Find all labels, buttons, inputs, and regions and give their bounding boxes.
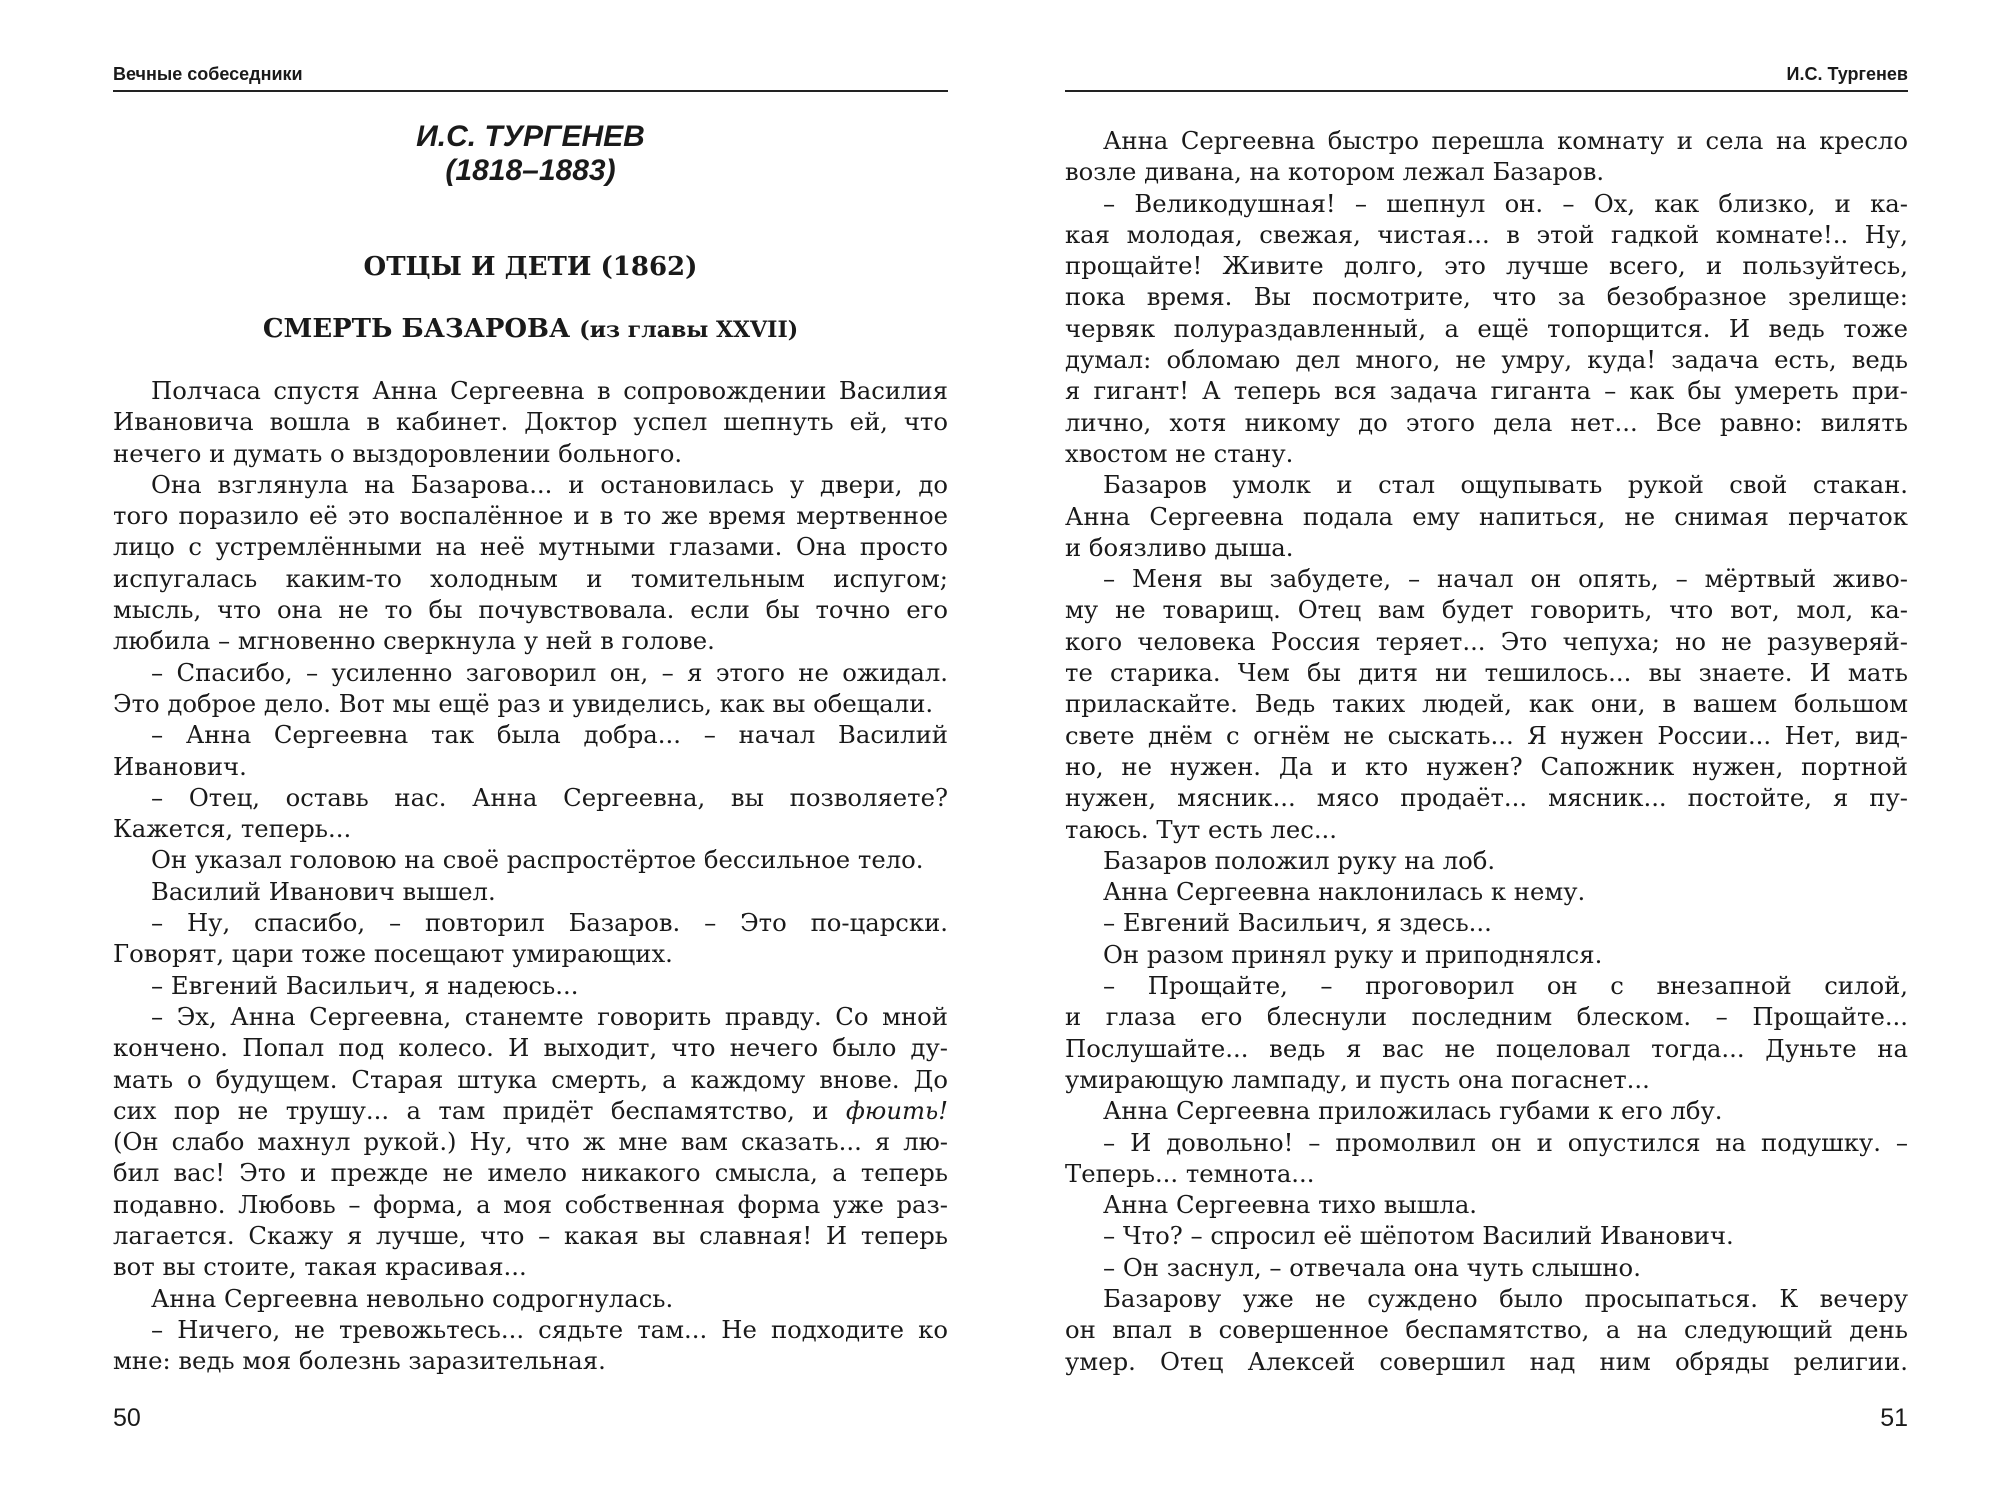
- text-line: я гигант! А теперь вся задача гиганта – как бы умереть при-: [1065, 376, 1908, 406]
- text-line: Послушайте... ведь я вас не поцеловал тогда... Дуньте на: [1065, 1033, 1908, 1063]
- text-line: Базаров положил руку на лоб.: [1103, 845, 1496, 875]
- text-line: хвостом не стану.: [1065, 438, 1294, 468]
- text-line: Ивановича вошла в кабинет. Доктор успел шепнуть ей, что: [113, 407, 948, 437]
- paragraph: [1065, 188, 1908, 470]
- text-line: Анна Сергеевна быстро перешла комнату и села на кресло: [1103, 126, 1908, 155]
- text-line: мне: ведь моя болезнь заразительная.: [113, 1346, 606, 1376]
- paragraph: [113, 876, 948, 907]
- text-line: возле дивана, на котором лежал Базаров.: [1065, 157, 1605, 187]
- text-line: Анна Сергеевна невольно содрогнулась.: [151, 1283, 674, 1313]
- paragraph: [113, 1314, 948, 1377]
- left-running-head: Вечные собеседники: [113, 64, 303, 84]
- text-line: – Прощайте, – проговорил он с внезапной силой,: [1103, 971, 1908, 1001]
- text-line: – Спасибо, – усиленно заговорил он, – я этого не ожидал.: [151, 657, 948, 687]
- paragraph: [113, 469, 948, 657]
- text-line: умирающую лампаду, и пусть она погаснет...: [1065, 1064, 1650, 1094]
- text-line: Он указал головою на своё распростёртое бессильное тело.: [151, 845, 924, 875]
- text-line: нечего и думать о выздоровлении больного.: [113, 438, 683, 468]
- text-line: Это доброе дело. Вот мы ещё раз и увиделись, как вы обещали.: [113, 688, 934, 718]
- author-years: (1818–1883): [445, 154, 616, 187]
- text-line: Говорят, цари тоже посещают умирающих.: [113, 939, 673, 969]
- text-line: – Отец, оставь нас. Анна Сергеевна, вы позволяете?: [151, 782, 948, 812]
- text-line: – Меня вы забудете, – начал он опять, – мёртвый живо-: [1103, 564, 1908, 594]
- text-line: кого человека Россия теряет... Это чепуха; но не разуверяй-: [1065, 626, 1908, 656]
- text-line: лицо с устремлёнными на неё мутными глазами. Она просто: [113, 532, 948, 562]
- italic-word: фюить!: [845, 1095, 948, 1125]
- right-page-number: 51: [1880, 1404, 1908, 1432]
- text-line: но, не нужен. Да и кто нужен? Сапожник нужен, портной: [1065, 751, 1908, 781]
- text-line: мать о будущем. Старая штука смерть, а каждому внове. До: [113, 1064, 948, 1094]
- left-page-body: [113, 375, 948, 1377]
- paragraph: [113, 907, 948, 970]
- text-line: Анна Сергеевна приложилась губами к его лбу.: [1103, 1096, 1723, 1126]
- left-header-rule: [113, 90, 948, 92]
- text-line: – И довольно! – промолвил он и опустился на подушку. –: [1103, 1127, 1908, 1157]
- text-line: Полчаса спустя Анна Сергеевна в сопровождении Василия: [151, 376, 948, 405]
- text-line: Она взглянула на Базарова... и остановилась у двери, до: [151, 469, 948, 499]
- text-line: думал: обломаю дел много, не умру, куда! задача есть, ведь: [1065, 345, 1908, 375]
- work-title: ОТЦЫ И ДЕТИ (1862): [363, 252, 698, 282]
- paragraph: [113, 657, 948, 720]
- author-name: И.С. ТУРГЕНЕВ: [416, 120, 645, 153]
- text-line: свете днём с огнём не сыскать... Я нужен России... Нет, вид-: [1065, 720, 1908, 750]
- paragraph: [113, 1001, 948, 1283]
- text-line: прощайте! Живите долго, это лучше всего, и пользуйтесь,: [1065, 251, 1908, 281]
- text-line: Василий Иванович вышел.: [151, 876, 496, 906]
- left-page-number: 50: [113, 1404, 141, 1432]
- paragraph: [1065, 907, 1908, 938]
- text-line: Базаров умолк и стал ощупывать рукой свой стакан.: [1103, 470, 1908, 500]
- text-line: мысль, что она не то бы почувствовала. если бы точно его: [113, 595, 948, 625]
- text-line: приласкайте. Ведь таких людей, как они, в вашем большом: [1065, 689, 1908, 719]
- text-line: подавно. Любовь – форма, а моя собственная форма уже раз-: [113, 1189, 948, 1219]
- paragraph: [1065, 876, 1908, 907]
- paragraph: [113, 782, 948, 845]
- paragraph: [1065, 970, 1908, 1095]
- text-line: Анна Сергеевна тихо вышла.: [1103, 1190, 1478, 1220]
- right-page-body: [1065, 125, 1908, 1377]
- text-line: таюсь. Тут есть лес...: [1065, 814, 1337, 844]
- text-line: – Ну, спасибо, – повторил Базаров. – Это по-царски.: [151, 908, 948, 938]
- text-line: – Он заснул, – отвечала она чуть слышно.: [1103, 1252, 1641, 1282]
- text-line: и глаза его блеснули последним блеском. – Прощайте...: [1065, 1002, 1908, 1032]
- paragraph: [1065, 939, 1908, 970]
- text-line: му не товарищ. Отец вам будет говорить, что вот, мол, ка-: [1065, 595, 1908, 625]
- text-line: Кажется, теперь...: [113, 814, 352, 844]
- paragraph: [113, 970, 948, 1001]
- paragraph: [1065, 1252, 1908, 1283]
- paragraph: [1065, 845, 1908, 876]
- text-line: – Ничего, не тревожьтесь... сядьте там... Не подходите ко: [151, 1314, 948, 1344]
- text-line: – Эх, Анна Сергеевна, станемте говорить правду. Со мной: [151, 1001, 948, 1031]
- text-line: и боязливо дыша.: [1065, 532, 1294, 562]
- text-line: Анна Сергеевна наклонилась к нему.: [1103, 877, 1586, 907]
- text-line: – Анна Сергеевна так была добра... – начал Василий: [151, 720, 948, 750]
- text-line: он впал в совершенное беспамятство, а на следующий день: [1065, 1315, 1908, 1345]
- right-running-head: И.С. Тургенев: [1786, 64, 1908, 84]
- text-line: Он разом принял руку и приподнялся.: [1103, 939, 1603, 969]
- text-line: Иванович.: [113, 751, 247, 781]
- text-line: любила – мгновенно сверкнула у ней в голове.: [113, 626, 715, 656]
- paragraph: [1065, 563, 1908, 845]
- paragraph: [113, 719, 948, 782]
- text-line: вот вы стоите, такая красивая...: [113, 1252, 527, 1282]
- paragraph: [1065, 1127, 1908, 1190]
- text-line: кая молодая, свежая, чистая... в этой гадкой комнате!.. Ну,: [1065, 219, 1908, 249]
- paragraph: [1065, 1283, 1908, 1377]
- paragraph: [113, 375, 948, 469]
- text-line: лагается. Скажу я лучше, что – какая вы славная! И теперь: [113, 1221, 948, 1251]
- author-heading: [113, 120, 948, 188]
- paragraph: [1065, 1220, 1908, 1251]
- text-line: (Он слабо махнул рукой.) Ну, что ж мне вам сказать... я лю-: [113, 1127, 948, 1157]
- text-line: бил вас! Это и прежде не имело никакого смысла, а теперь: [113, 1158, 948, 1188]
- text-line: червяк полураздавленный, а ещё топорщится. И ведь тоже: [1065, 313, 1908, 343]
- text-line: – Евгений Васильич, я здесь...: [1103, 908, 1492, 938]
- text-line: сих пор не трушу... а там придёт беспамятство, и фюить!: [113, 1095, 948, 1125]
- text-line: испугалась каким-то холодным и томительным испугом;: [113, 563, 948, 593]
- text-line: умер. Отец Алексей совершил над ним обряды религии.: [1065, 1346, 1908, 1376]
- text-line: кончено. Попал под колесо. И выходит, что нечего было ду-: [113, 1033, 948, 1063]
- paragraph: [1065, 1189, 1908, 1220]
- paragraph: [113, 1283, 948, 1314]
- section-note: (из главы XXVII): [579, 317, 799, 343]
- text-line: – Что? – спросил её шёпотом Василий Иванович.: [1103, 1221, 1734, 1251]
- paragraph: [113, 844, 948, 875]
- text-line: нужен, мясник... мясо продаёт... мясник... постойте, я пу-: [1065, 783, 1908, 813]
- text-line: Анна Сергеевна подала ему напиться, не снимая перчаток: [1065, 501, 1908, 531]
- section-heading: [113, 314, 948, 344]
- text-line: пока время. Вы посмотрите, что за безобразное зрелище:: [1065, 282, 1908, 312]
- text-line: лично, хотя никому до этого дела нет... Все равно: вилять: [1065, 407, 1908, 437]
- paragraph: [1065, 469, 1908, 563]
- text-line: – Великодушная! – шепнул он. – Ох, как близко, и ка-: [1103, 188, 1908, 218]
- section-title: СМЕРТЬ БАЗАРОВА: [262, 314, 571, 344]
- right-header-rule: [1065, 90, 1908, 92]
- paragraph: [1065, 1095, 1908, 1126]
- text-line: Базарову уже не суждено было просыпаться. К вечеру: [1103, 1283, 1908, 1313]
- text-line: – Евгений Васильич, я надеюсь...: [151, 970, 579, 1000]
- text-line: Теперь... темнота...: [1065, 1158, 1315, 1188]
- text-line: того поразило её это воспалённое и в то же время мертвенное: [113, 501, 948, 531]
- paragraph: [1065, 125, 1908, 188]
- text-line: те старика. Чем бы дитя ни тешилось... вы знаете. И мать: [1065, 658, 1908, 688]
